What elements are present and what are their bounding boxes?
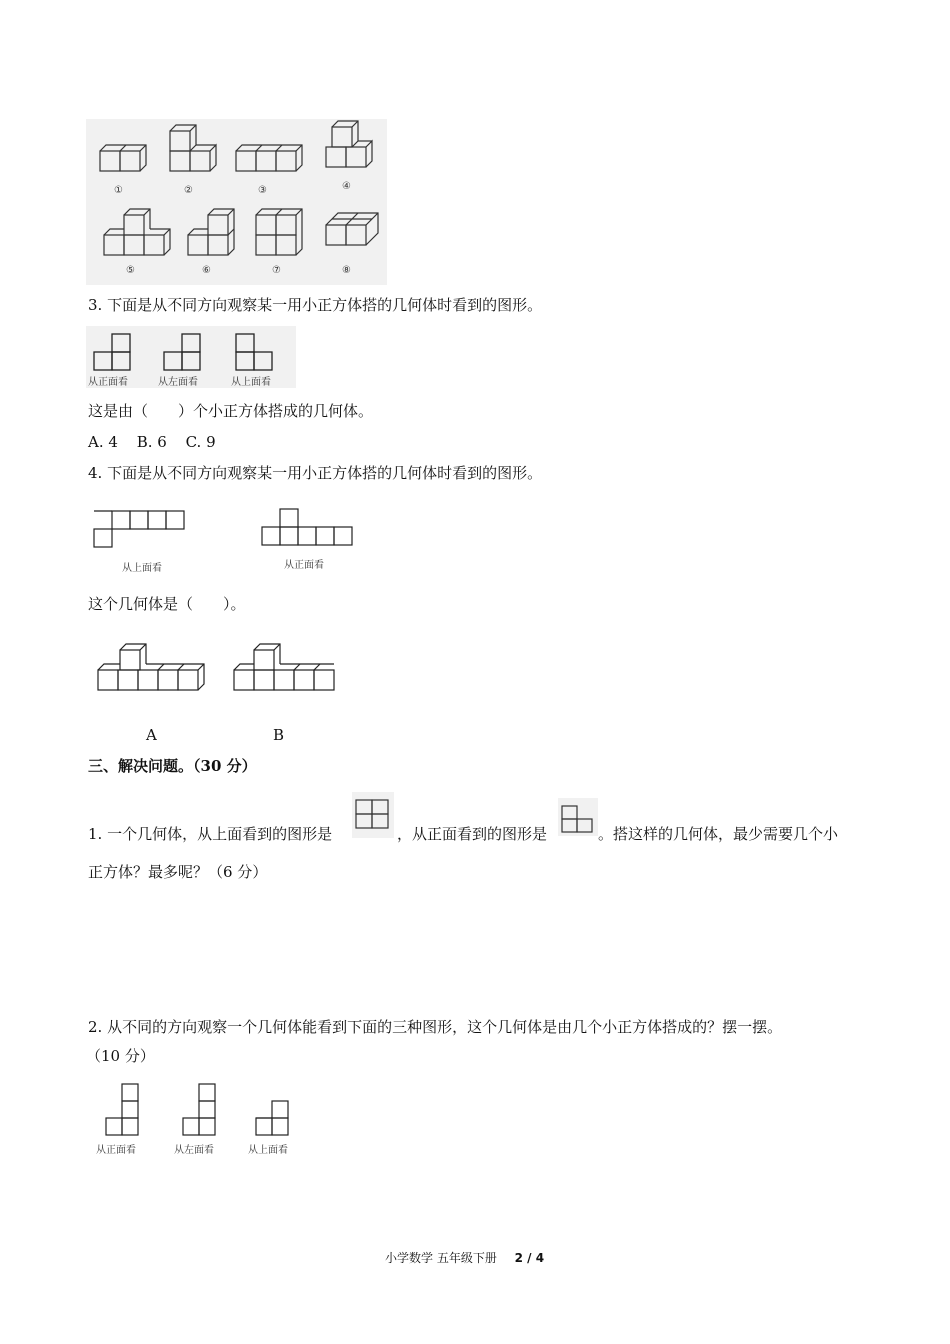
arrangement-label-7: ⑦ — [272, 265, 281, 276]
page-number: 2 / 4 — [514, 1251, 545, 1265]
section3-title: 三、解决问题。（30 分） — [88, 757, 257, 775]
p2-view-label-front: 从正面看 — [96, 1145, 136, 1156]
q4-question: 这个几何体是（ ）。 — [88, 595, 246, 613]
p2-left-view-shape — [183, 1084, 215, 1135]
arrangement-label-3: ③ — [258, 185, 267, 196]
q3-question: 这是由（ ）个小正方体搭成的几何体。 — [88, 402, 374, 420]
arrangement-label-8: ⑧ — [342, 265, 351, 276]
p2-front-view-shape — [106, 1084, 138, 1135]
arrangement-label-4: ④ — [342, 181, 351, 192]
q3-option-b[interactable]: B. 6 — [136, 433, 167, 451]
arrangement-5-shape — [104, 209, 170, 255]
q4-choice-label-b[interactable]: B — [273, 726, 285, 744]
q3-view-label-left: 从左面看 — [158, 377, 198, 388]
q4-views-figure — [88, 495, 368, 575]
p1-top-view-figure — [352, 792, 394, 838]
cube-arrangements-figure — [86, 119, 387, 285]
p1-text-part1: 1. 一个几何体，从上面看到的图形是 — [88, 825, 333, 843]
q3-stem: 3. 下面是从不同方向观察某一用小正方体搭的几何体时看到的图形。 — [88, 296, 543, 314]
arrangement-4-shape — [326, 121, 372, 167]
q3-left-view-shape — [164, 334, 200, 370]
p2-line1: 2. 从不同的方向观察一个几何体能看到下面的三种图形，这个几何体是由几个小正方体搭成的？摆一摆。 — [88, 1018, 783, 1036]
arrangement-7-shape — [256, 209, 302, 255]
q3-option-a[interactable]: A. 4 — [88, 433, 118, 451]
arrangement-label-6: ⑥ — [202, 265, 211, 276]
q4-stem: 4. 下面是从不同方向观察某一用小正方体搭的几何体时看到的图形。 — [88, 464, 543, 482]
arrangement-label-1: ① — [114, 185, 123, 196]
q4-view-label-front: 从正面看 — [284, 560, 324, 571]
p1-line1-end — [598, 824, 838, 844]
p1-line2: 正方体？最多呢？（6 分） — [88, 863, 268, 881]
footer-subject: 小学数学 五年级下册 — [385, 1251, 497, 1265]
q4-front-view-shape — [262, 509, 352, 545]
arrangement-1-shape — [100, 145, 146, 171]
p2-view-label-top: 从上面看 — [248, 1145, 288, 1156]
p2-top-view-shape — [256, 1101, 288, 1135]
arrangement-label-2: ② — [184, 185, 193, 196]
arrangement-8-shape — [326, 213, 378, 245]
arrangement-label-5: ⑤ — [126, 265, 135, 276]
page-footer — [385, 1249, 544, 1266]
p2-views-figure — [92, 1078, 312, 1158]
p1-top-view-drawing — [352, 792, 394, 838]
q4-choice-a-shape — [98, 644, 204, 690]
p2-view-label-left: 从左面看 — [174, 1145, 214, 1156]
q3-view-label-top: 从上面看 — [231, 377, 271, 388]
q3-options — [88, 432, 216, 452]
q4-choices-figure — [92, 638, 342, 710]
arrangement-6-shape — [188, 209, 234, 255]
arrangement-3-shape — [236, 145, 302, 171]
cube-arrangements-drawing — [86, 119, 387, 285]
arrangement-2-shape — [170, 125, 216, 171]
q3-views-figure — [86, 326, 296, 388]
q3-top-view-shape — [236, 334, 272, 370]
q3-view-label-front: 从正面看 — [88, 377, 128, 388]
q4-top-view-shape — [94, 511, 184, 547]
q4-choices-drawing — [92, 638, 342, 710]
p1-line1 — [88, 824, 332, 844]
p1-line1-mid — [397, 824, 547, 844]
q4-view-label-top: 从上面看 — [122, 563, 162, 574]
q3-option-c[interactable]: C. 9 — [185, 433, 216, 451]
p1-front-view-drawing — [558, 798, 598, 836]
p2-line2: （10 分） — [86, 1047, 155, 1065]
p1-text-part2: ，从正面看到的图形是 — [397, 825, 548, 843]
p1-front-view-figure — [558, 798, 598, 836]
q4-choice-label-a[interactable]: A — [146, 726, 157, 744]
q3-front-view-shape — [94, 334, 130, 370]
q4-choice-b-shape — [234, 644, 334, 690]
p1-text-part3: 。搭这样的几何体，最少需要几个小 — [598, 825, 839, 843]
